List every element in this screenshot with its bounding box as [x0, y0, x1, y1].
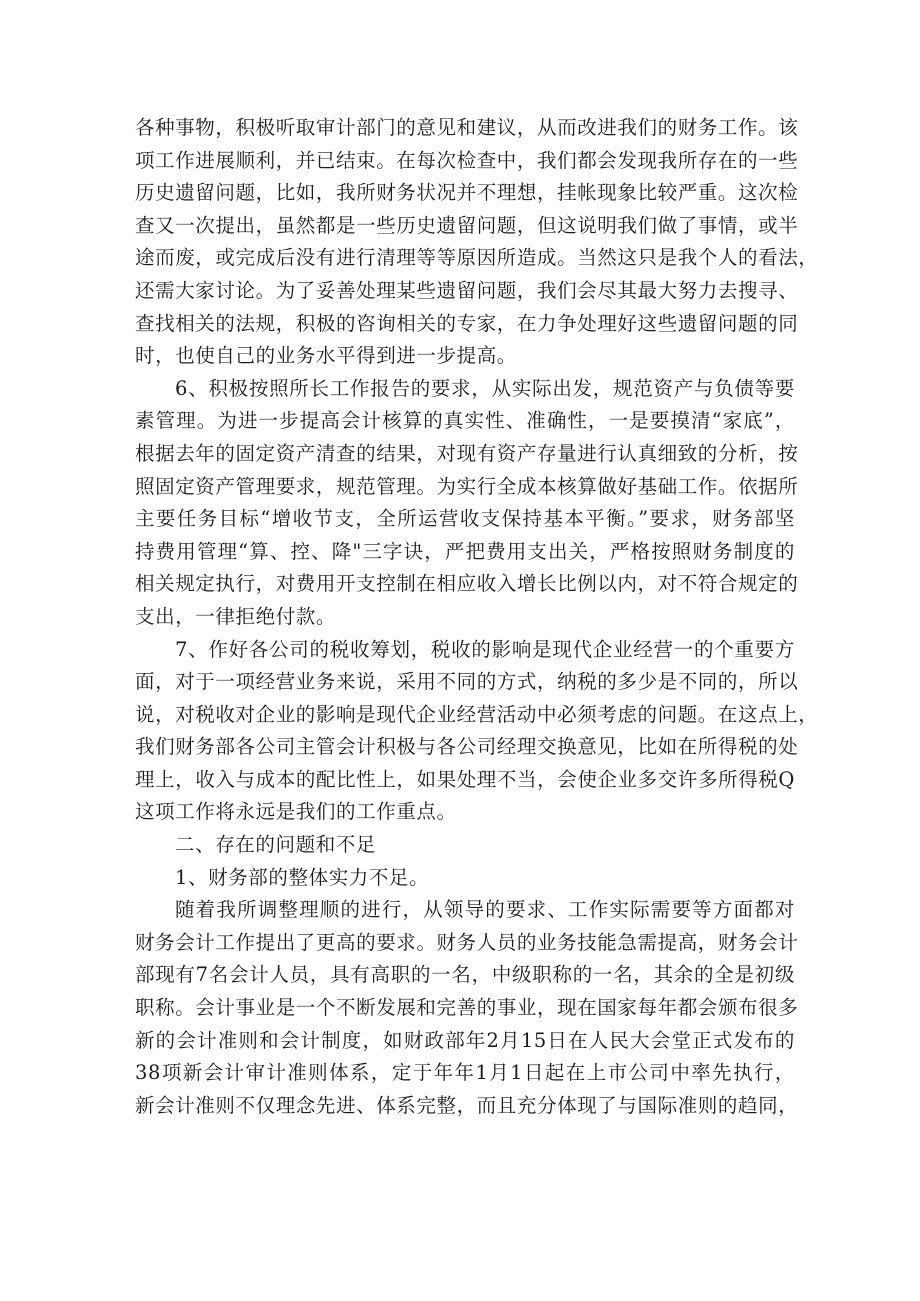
paragraph-first-line: 7、作好各公司的税收筹划，税收的影响是现代企业经营一的个重要方 [175, 637, 795, 661]
text-line: 面，对于一项经营业务来说，采用不同的方式，纳税的多少是不同的，所以 [135, 670, 799, 694]
text-line: 查找相关的法规，积极的咨询相关的专家，在力争处理好这些遗留问题的同 [135, 311, 799, 335]
paragraph-first-line: 1、财务部的整体实力不足。 [175, 865, 430, 889]
text-line: 项工作进展顺利，并已结束。在每次检查中，我们都会发现我所存在的一些 [135, 148, 799, 172]
text-line: 职称。会计事业是一个不断发展和完善的事业，现在国家每年都会颁布很多 [135, 996, 799, 1020]
text-line: 财务会计工作提出了更高的要求。财务人员的业务技能急需提高，财务会计 [135, 930, 799, 954]
text-line: 我们财务部各公司主管会计积极与各公司经理交换意见，比如在所得税的处 [135, 735, 799, 759]
text-line: 历史遗留问题，比如，我所财务状况并不理想，挂帐现象比较严重。这次检 [135, 181, 799, 205]
text-line: 相关规定执行，对费用开支控制在相应收入增长比例以内，对不符合规定的 [135, 572, 799, 596]
text-line: 部现有7名会计人员，具有高职的一名，中级职称的一名，其余的全是初级 [135, 963, 795, 987]
text-line: 新会计准则不仅理念先进、体系完整，而且充分体现了与国际准则的趋同， [135, 1093, 799, 1117]
text-line: 理上，收入与成本的配比性上，如果处理不当，会使企业多交许多所得税Q [135, 767, 795, 791]
text-line: 支出，一律拒绝付款。 [135, 604, 337, 628]
text-line: 主要任务目标“增收节支，全所运营收支保持基本平衡。”要求，财务部坚 [135, 507, 795, 531]
text-line: 查又一次提出，虽然都是一些历史遗留问题，但这说明我们做了事情，或半 [135, 213, 799, 237]
paragraph-first-line: 随着我所调整理顺的进行，从领导的要求、工作实际需要等方面都对 [175, 898, 795, 922]
text-line: 38项新会计审计准则体系，定于年年1月1日起在上市公司中率先执行， [135, 1061, 795, 1085]
paragraph-first-line: 二、存在的问题和不足 [175, 833, 377, 857]
paragraph-first-line: 6、积极按照所长工作报告的要求，从实际出发，规范资产与负债等要 [175, 376, 795, 400]
text-line: 持费用管理“算、控、降"三字诀，严把费用支出关，严格按照财务制度的 [135, 539, 795, 563]
text-line: 各种事物，积极听取审计部门的意见和建议，从而改进我们的财务工作。该 [135, 116, 799, 139]
text-line: 素管理。为进一步提高会计核算的真实性、准确性，一是要摸清“家底”， [135, 409, 795, 433]
text-line: 新的会计准则和会计制度，如财政部年2月15日在人民大会堂正式发布的 [135, 1028, 795, 1052]
text-line: 说，对税收对企业的影响是现代企业经营活动中必须考虑的问题。在这点上， [135, 702, 819, 726]
text-line: 还需大家讨论。为了妥善处理某些遗留问题，我们会尽其最大努力去搜寻、 [135, 278, 799, 302]
document-body [135, 112, 819, 1122]
text-line: 根据去年的固定资产清查的结果，对现有资产存量进行认真细致的分析，按 [135, 441, 799, 465]
text-line: 照固定资产管理要求，规范管理。为实行全成本核算做好基础工作。依据所 [135, 474, 799, 498]
text-line: 时，也使自己的业务水平得到进一步提高。 [135, 344, 517, 368]
text-line: 这项工作将永远是我们的工作重点。 [135, 800, 457, 824]
text-line: 途而废，或完成后没有进行清理等等原因所造成。当然这只是我个人的看法， [135, 246, 819, 270]
